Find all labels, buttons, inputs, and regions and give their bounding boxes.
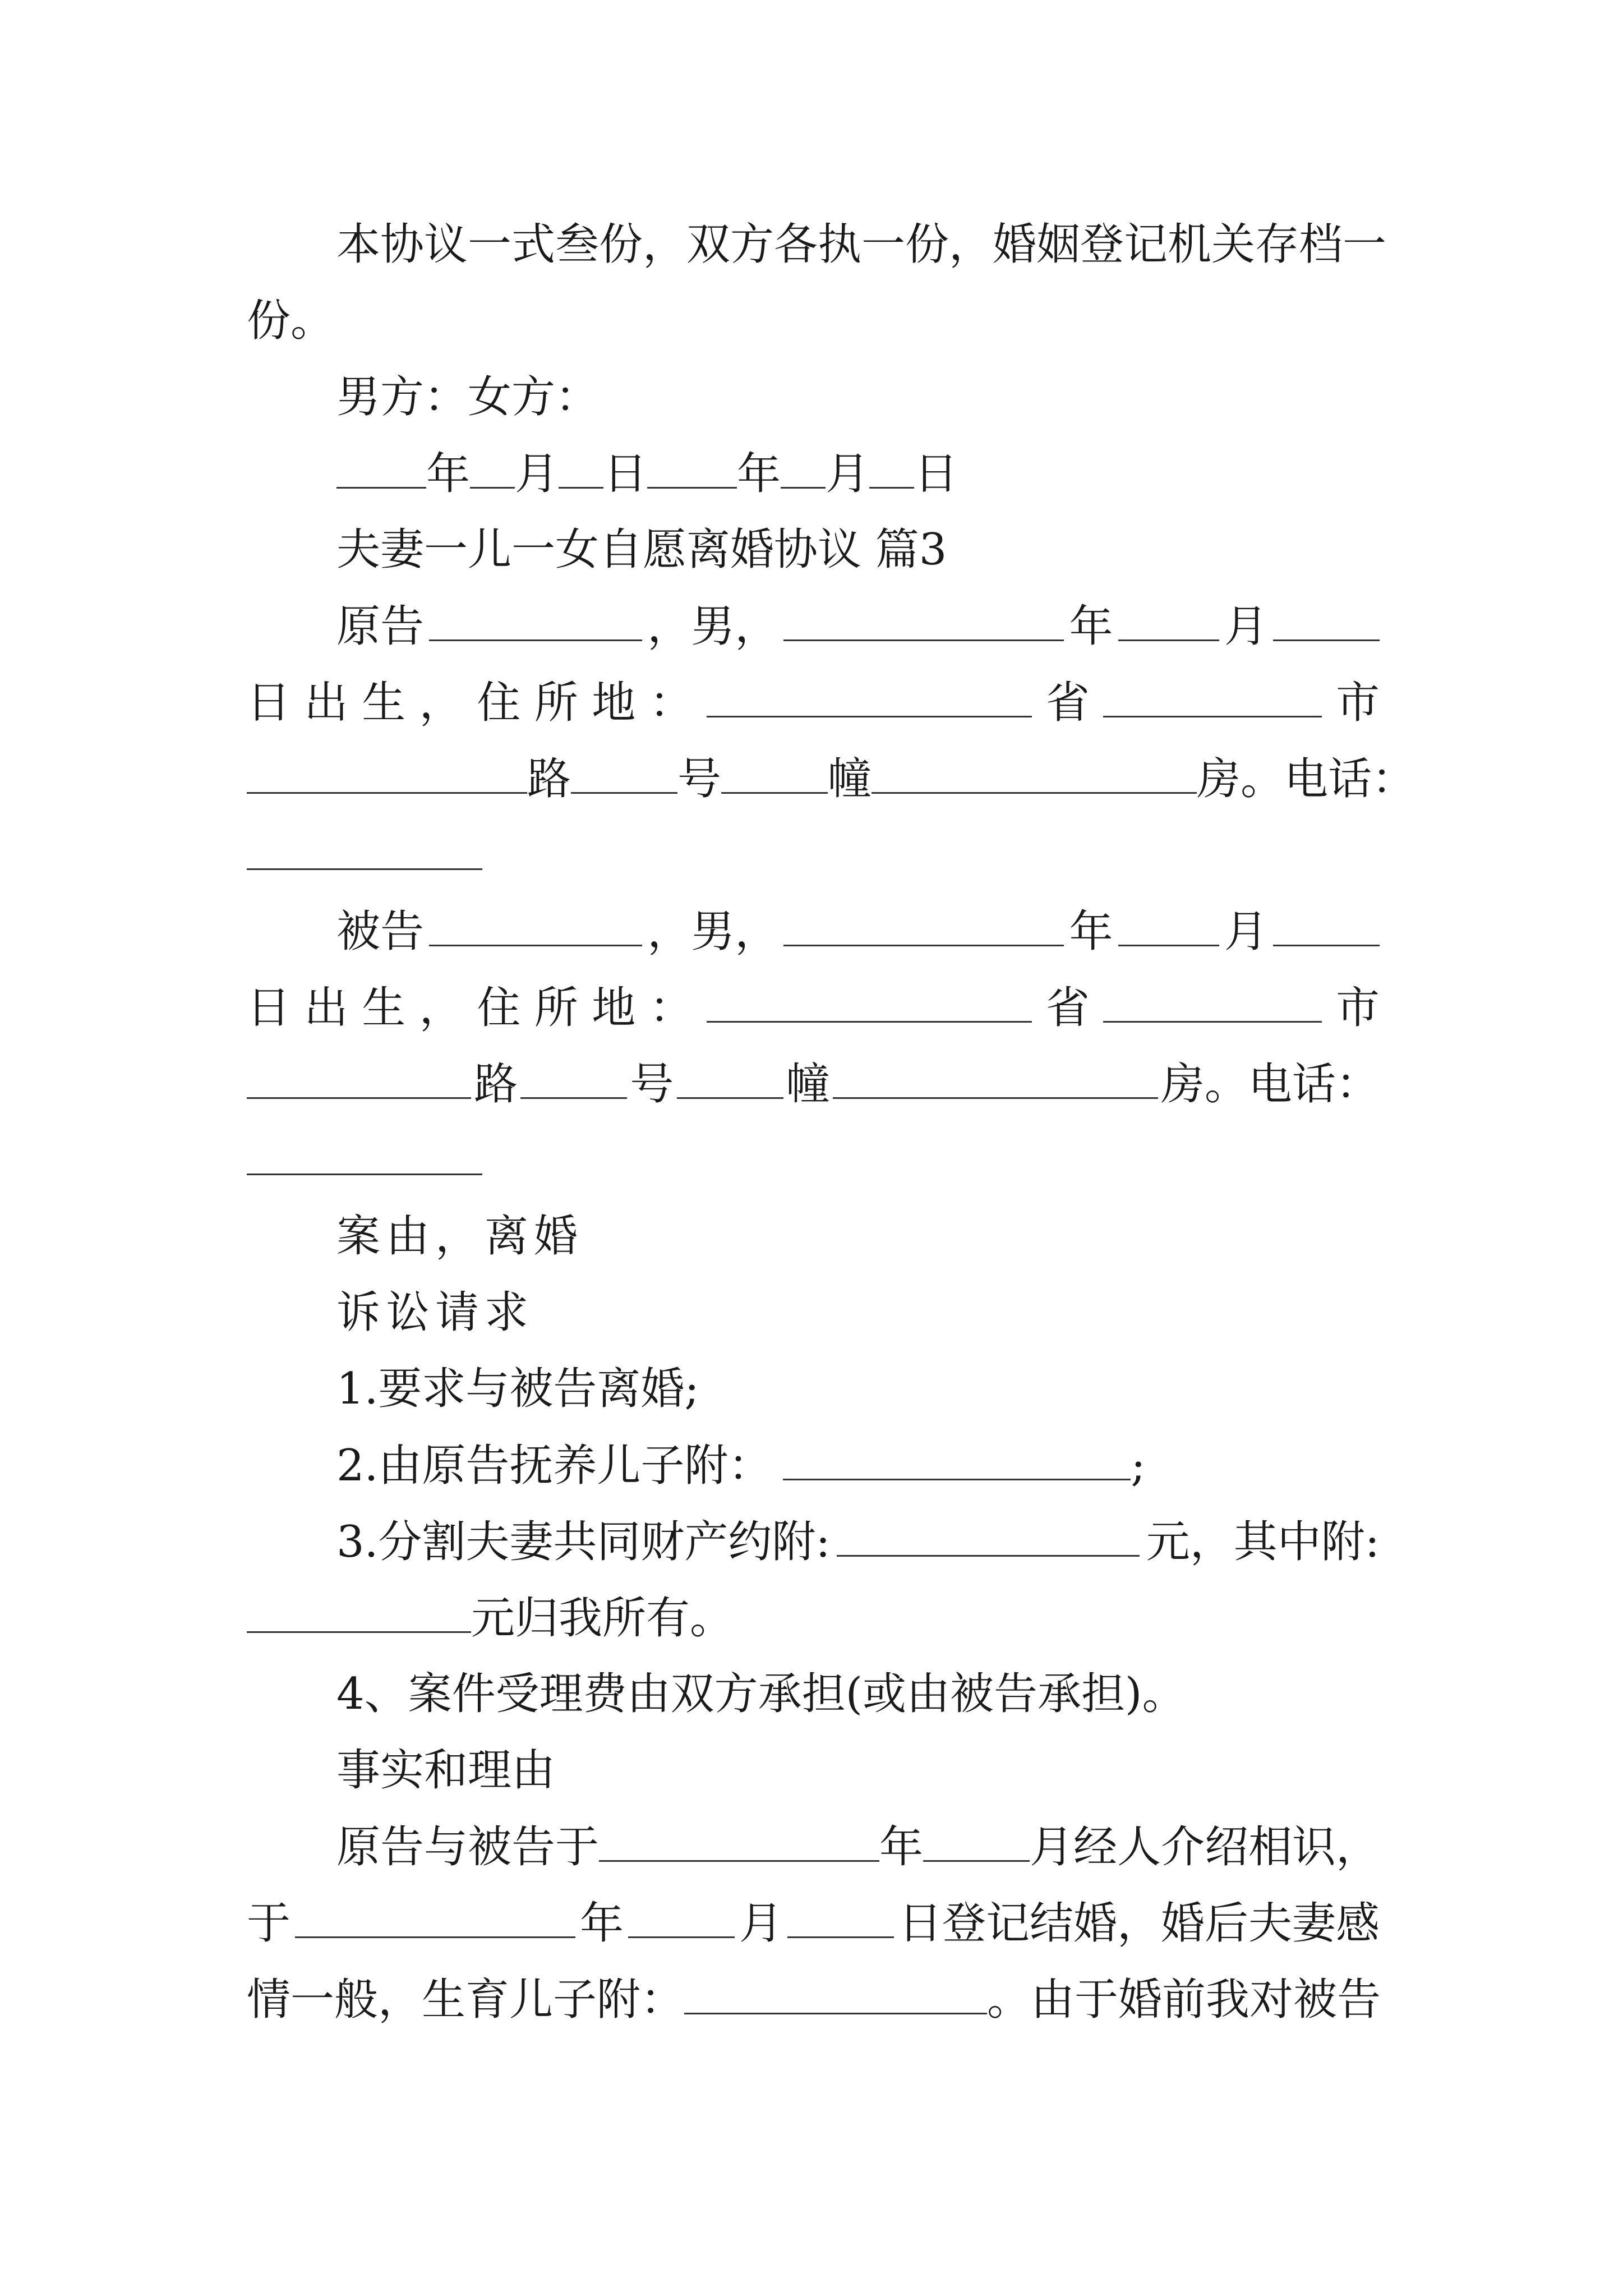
blank [1118, 595, 1219, 641]
blank [787, 1892, 894, 1938]
text: 地 [592, 983, 636, 1033]
text: 月 [1224, 907, 1268, 957]
blank [684, 1968, 987, 2014]
facts-line-1 [247, 1815, 1380, 1878]
text: 市 [1335, 678, 1380, 728]
text: ， [419, 678, 463, 728]
text: 生 [362, 983, 406, 1033]
agreement-copies-line [247, 213, 1387, 276]
text: 日 [247, 678, 291, 728]
text: 事实和理由 [336, 1745, 556, 1796]
blank [707, 671, 1032, 717]
blank [1103, 671, 1322, 717]
blank [429, 595, 642, 641]
blank [247, 1052, 471, 1099]
blank [599, 1815, 879, 1862]
defendant-line-1 [247, 900, 1380, 963]
text: 被告 [336, 907, 425, 957]
blank [520, 1052, 627, 1099]
text: ： [649, 678, 693, 728]
text: 年 [879, 1822, 924, 1872]
text: 月 [515, 449, 559, 499]
text: 男方：女方： [336, 372, 600, 422]
text: 地 [592, 678, 636, 728]
defendant-phone-line [247, 1129, 1380, 1191]
blank [707, 976, 1032, 1023]
text: 本协议一式叁份，双方各执一份，婚姻登记机关存档一 [336, 219, 1387, 270]
text: ，男， [647, 601, 779, 652]
claim-3-cont [247, 1586, 1380, 1649]
blank [783, 1434, 1131, 1480]
blank [336, 442, 426, 489]
date-line [247, 442, 1380, 505]
text: ，男， [647, 907, 779, 957]
text: 年 [1069, 907, 1113, 957]
text: 号 [630, 1059, 674, 1110]
text: 2.由原告抚养儿子附： [336, 1441, 772, 1491]
blank [429, 900, 642, 946]
text: 所 [534, 678, 578, 728]
claim-2 [247, 1434, 1380, 1497]
defendant-line-3 [247, 1052, 1380, 1115]
blank [721, 747, 828, 794]
blank [837, 1510, 1140, 1557]
plaintiff-phone-line [247, 823, 1380, 886]
text: ： [649, 983, 693, 1033]
text: 日 [603, 449, 648, 499]
text: 年 [426, 449, 471, 499]
blank [647, 442, 737, 489]
text: 号 [677, 754, 722, 804]
facts-title [247, 1739, 1380, 1802]
text: 幢 [828, 754, 872, 804]
blank [559, 442, 603, 489]
blank [923, 1815, 1030, 1862]
agreement-copies-line-cont [247, 289, 1380, 352]
text: 月 [1224, 601, 1268, 652]
blank [247, 1129, 482, 1175]
blank [869, 442, 914, 489]
text: 日登记结婚，婚后夫妻感 [898, 1898, 1380, 1949]
claims-title [247, 1281, 1380, 1344]
plaintiff-line-3 [247, 747, 1416, 810]
text: 月 [826, 449, 870, 499]
text: 。由于婚前我对被告 [987, 1975, 1381, 2025]
text: 年 [1069, 601, 1113, 652]
claim-3 [247, 1510, 1380, 1573]
facts-line-2 [247, 1892, 1380, 1954]
text: ， [419, 983, 463, 1033]
text: 路 [527, 754, 571, 804]
blank [247, 1586, 471, 1633]
text: 省 [1045, 678, 1090, 728]
text: 元归我所有。 [471, 1593, 734, 1644]
text: 月经人介绍相识， [1030, 1822, 1380, 1872]
blank [677, 1052, 783, 1099]
text: 3.分割夫妻共同财产约附: [336, 1517, 831, 1567]
text: 元，其中附: [1146, 1517, 1380, 1567]
text: 年 [737, 449, 781, 499]
text: 房。电话： [1197, 754, 1416, 804]
blank [295, 1892, 575, 1938]
section-title [247, 518, 1380, 581]
blank [247, 747, 527, 794]
text: 房。电话： [1160, 1059, 1380, 1110]
text: 情一般，生育儿子附： [247, 1975, 685, 2025]
blank [781, 442, 826, 489]
text: 出 [304, 983, 348, 1033]
text: 夫妻一儿一女自愿离婚协议 篇3 [336, 524, 947, 575]
text: 4、案件受理费由双方承担(或由被告承担)。 [336, 1669, 1186, 1719]
cause-line [247, 1205, 1380, 1268]
text: 原告 [336, 601, 425, 652]
claim-4 [247, 1663, 1380, 1726]
text: ; [1131, 1441, 1146, 1491]
text: 日 [914, 449, 958, 499]
text: 1.要求与被告离婚; [336, 1364, 699, 1414]
blank [783, 595, 1064, 641]
text: 年 [579, 1898, 624, 1949]
blank [247, 823, 482, 870]
blank [1273, 595, 1380, 641]
text: 诉讼请求 [336, 1287, 534, 1338]
claim-1 [247, 1358, 1380, 1420]
blank [833, 1052, 1158, 1099]
text: 住 [477, 983, 521, 1033]
text: 市 [1335, 983, 1380, 1033]
blank [1118, 900, 1219, 946]
text: 日 [247, 983, 291, 1033]
text: 住 [477, 678, 521, 728]
facts-line-3 [247, 1968, 1380, 2031]
text: 于 [247, 1898, 291, 1949]
blank [1273, 900, 1380, 946]
plaintiff-line-1 [247, 595, 1380, 657]
text: 所 [534, 983, 578, 1033]
blank [783, 900, 1064, 946]
defendant-line-2 [247, 976, 1380, 1039]
blank [470, 442, 515, 489]
blank [628, 1892, 735, 1938]
text: 省 [1045, 983, 1090, 1033]
blank [1103, 976, 1322, 1023]
blank [872, 747, 1197, 794]
blank [571, 747, 677, 794]
text: 月 [739, 1898, 783, 1949]
text: 份。 [247, 296, 335, 346]
text: 生 [362, 678, 406, 728]
plaintiff-line-2 [247, 671, 1380, 734]
signature-line [247, 366, 1380, 429]
text: 路 [474, 1059, 518, 1110]
text: 出 [304, 678, 348, 728]
text: 案由，离婚 [336, 1211, 584, 1262]
text: 原告与被告于 [336, 1822, 600, 1872]
text: 幢 [786, 1059, 830, 1110]
